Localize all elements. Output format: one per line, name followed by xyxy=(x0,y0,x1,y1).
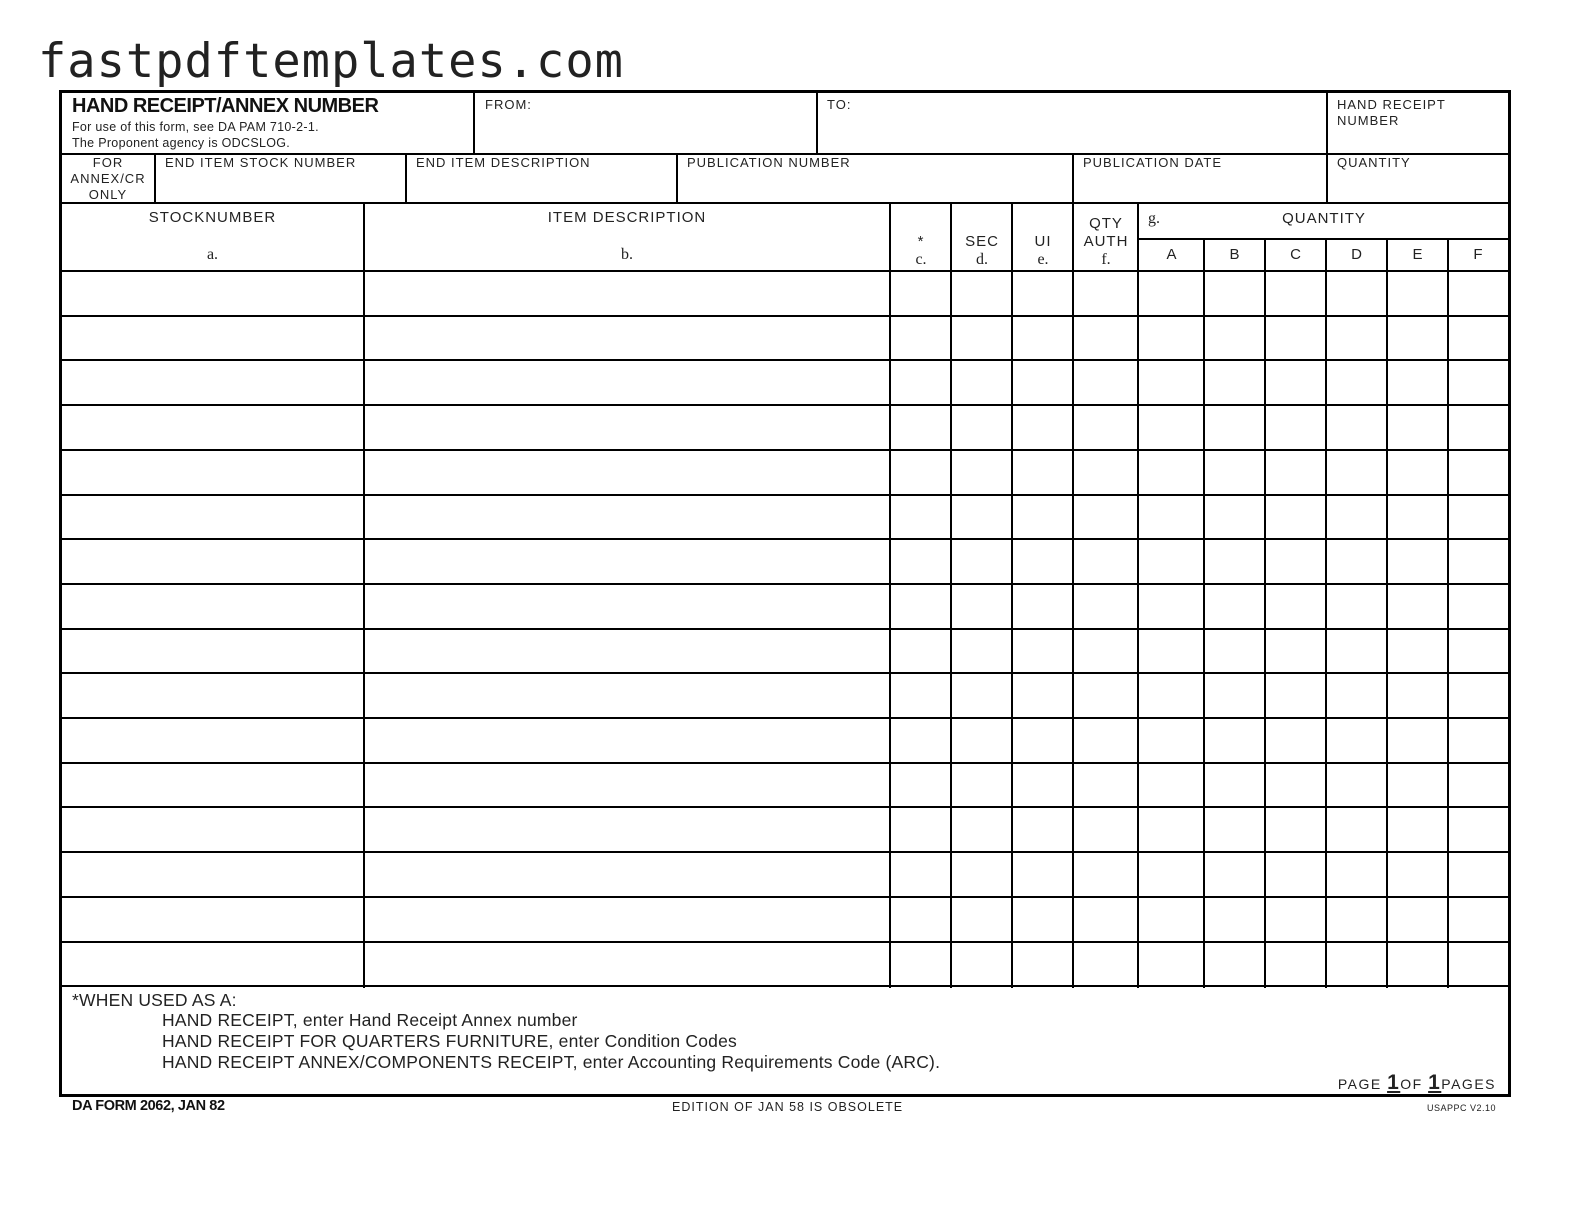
cell-qty-auth[interactable] xyxy=(1074,764,1137,807)
cell-qty-e[interactable] xyxy=(1388,674,1447,717)
cell-qty-auth[interactable] xyxy=(1074,451,1137,494)
cell-qty-d[interactable] xyxy=(1327,943,1386,986)
cell-qty-auth[interactable] xyxy=(1074,272,1137,315)
publication-date-field[interactable] xyxy=(1074,155,1326,203)
cell-qty-f[interactable] xyxy=(1449,943,1508,986)
cell-qty-auth[interactable] xyxy=(1074,943,1137,986)
col-qty-auth-letter: f. xyxy=(1101,251,1111,268)
cell-qty-c[interactable] xyxy=(1266,719,1325,762)
cell-qty-c[interactable] xyxy=(1266,317,1325,360)
cell-stock-number[interactable] xyxy=(62,272,363,315)
cell-qty-auth[interactable] xyxy=(1074,540,1137,583)
cell-qty-auth[interactable] xyxy=(1074,317,1137,360)
cell-qty-c[interactable] xyxy=(1266,898,1325,941)
cell-qty-d[interactable] xyxy=(1327,361,1386,404)
cell-qty-c[interactable] xyxy=(1266,540,1325,583)
cell-qty-a[interactable] xyxy=(1139,496,1203,539)
cell-item-description[interactable] xyxy=(365,272,889,315)
cell-qty-c[interactable] xyxy=(1266,674,1325,717)
cell-qty-e[interactable] xyxy=(1388,719,1447,762)
table-row xyxy=(62,808,1508,851)
cell-sec[interactable] xyxy=(952,719,1011,762)
hand-receipt-number-field[interactable] xyxy=(1328,93,1508,153)
cell-sec[interactable] xyxy=(952,272,1011,315)
page-label: PAGE xyxy=(1337,1076,1382,1092)
table-row xyxy=(62,406,1508,449)
cell-qty-c[interactable] xyxy=(1266,808,1325,851)
page-indicator xyxy=(1338,1071,1496,1095)
cell-qty-a[interactable] xyxy=(1139,764,1203,807)
cell-qty-auth[interactable] xyxy=(1074,898,1137,941)
cell-qty-c[interactable] xyxy=(1266,630,1325,673)
notes-line-hand-receipt: HAND RECEIPT, enter Hand Receipt Annex number xyxy=(162,1010,578,1030)
cell-qty-f[interactable] xyxy=(1449,764,1508,807)
cell-ui[interactable] xyxy=(1013,585,1072,628)
cell-stock-number[interactable] xyxy=(62,585,363,628)
cell-qty-a[interactable] xyxy=(1139,361,1203,404)
cell-item-description[interactable] xyxy=(365,406,889,449)
cell-qty-f[interactable] xyxy=(1449,585,1508,628)
table-row xyxy=(62,317,1508,360)
table-row xyxy=(62,361,1508,404)
cell-item-description[interactable] xyxy=(365,361,889,404)
cell-star[interactable] xyxy=(891,719,950,762)
cell-qty-d[interactable] xyxy=(1327,808,1386,851)
col-quantity-d: D xyxy=(1351,246,1363,263)
col-quantity-c: C xyxy=(1290,246,1302,263)
col-sec-letter: d. xyxy=(976,251,988,268)
quantity-field[interactable] xyxy=(1328,155,1508,203)
cell-qty-auth[interactable] xyxy=(1074,853,1137,896)
cell-sec[interactable] xyxy=(952,361,1011,404)
cell-qty-c[interactable] xyxy=(1266,853,1325,896)
col-stock-number: STOCKNUMBER xyxy=(148,209,277,226)
cell-qty-d[interactable] xyxy=(1327,451,1386,494)
cell-star[interactable] xyxy=(891,406,950,449)
cell-stock-number[interactable] xyxy=(62,764,363,807)
cell-qty-b[interactable] xyxy=(1205,317,1264,360)
col-quantity-a: A xyxy=(1166,246,1178,263)
cell-qty-auth[interactable] xyxy=(1074,406,1137,449)
col-ui: UI xyxy=(1034,233,1052,250)
cell-qty-c[interactable] xyxy=(1266,943,1325,986)
cell-qty-a[interactable] xyxy=(1139,406,1203,449)
cell-qty-e[interactable] xyxy=(1388,317,1447,360)
cell-stock-number[interactable] xyxy=(62,719,363,762)
quantity-label: QUANTITY xyxy=(1337,155,1411,170)
cell-qty-b[interactable] xyxy=(1205,406,1264,449)
cell-qty-d[interactable] xyxy=(1327,674,1386,717)
cell-qty-e[interactable] xyxy=(1388,764,1447,807)
pages-label: PAGES xyxy=(1441,1076,1496,1092)
table-row xyxy=(62,451,1508,494)
cell-qty-d[interactable] xyxy=(1327,853,1386,896)
cell-qty-c[interactable] xyxy=(1266,406,1325,449)
notes-heading: *WHEN USED AS A: xyxy=(72,990,237,1010)
cell-item-description[interactable] xyxy=(365,496,889,539)
cell-qty-a[interactable] xyxy=(1139,719,1203,762)
cell-ui[interactable] xyxy=(1013,630,1072,673)
cell-qty-f[interactable] xyxy=(1449,853,1508,896)
cell-stock-number[interactable] xyxy=(62,808,363,851)
col-ui-letter: e. xyxy=(1037,251,1049,268)
cell-sec[interactable] xyxy=(952,898,1011,941)
cell-ui[interactable] xyxy=(1013,540,1072,583)
edition-note: EDITION OF JAN 58 IS OBSOLETE xyxy=(672,1100,904,1114)
col-item-description: ITEM DESCRIPTION xyxy=(547,209,707,226)
cell-qty-d[interactable] xyxy=(1327,317,1386,360)
end-item-stock-number-label: END ITEM STOCK NUMBER xyxy=(165,155,357,170)
cell-sec[interactable] xyxy=(952,674,1011,717)
cell-qty-f[interactable] xyxy=(1449,361,1508,404)
cell-star[interactable] xyxy=(891,630,950,673)
end-item-stock-number-field[interactable] xyxy=(156,155,405,203)
hand-receipt-number-label: HAND RECEIPT NUMBER xyxy=(1337,97,1446,128)
cell-qty-c[interactable] xyxy=(1266,451,1325,494)
cell-qty-c[interactable] xyxy=(1266,496,1325,539)
cell-item-description[interactable] xyxy=(365,853,889,896)
cell-ui[interactable] xyxy=(1013,943,1072,986)
cell-qty-a[interactable] xyxy=(1139,808,1203,851)
title-block xyxy=(62,93,474,153)
col-quantity-f: F xyxy=(1473,246,1484,263)
table-row xyxy=(62,496,1508,539)
watermark-text: fastpdftemplates.com xyxy=(38,34,624,89)
cell-sec[interactable] xyxy=(952,540,1011,583)
cell-star[interactable] xyxy=(891,943,950,986)
cell-qty-auth[interactable] xyxy=(1074,719,1137,762)
cell-sec[interactable] xyxy=(952,808,1011,851)
table-row xyxy=(62,764,1508,807)
cell-ui[interactable] xyxy=(1013,808,1072,851)
cell-qty-f[interactable] xyxy=(1449,719,1508,762)
cell-qty-f[interactable] xyxy=(1449,317,1508,360)
cell-qty-b[interactable] xyxy=(1205,853,1264,896)
cell-stock-number[interactable] xyxy=(62,496,363,539)
cell-stock-number[interactable] xyxy=(62,898,363,941)
cell-qty-a[interactable] xyxy=(1139,585,1203,628)
cell-star[interactable] xyxy=(891,272,950,315)
cell-stock-number[interactable] xyxy=(62,674,363,717)
table-row xyxy=(62,630,1508,673)
cell-qty-e[interactable] xyxy=(1388,540,1447,583)
cell-sec[interactable] xyxy=(952,585,1011,628)
cell-ui[interactable] xyxy=(1013,361,1072,404)
cell-item-description[interactable] xyxy=(365,451,889,494)
cell-qty-f[interactable] xyxy=(1449,540,1508,583)
cell-qty-auth[interactable] xyxy=(1074,630,1137,673)
cell-qty-a[interactable] xyxy=(1139,540,1203,583)
cell-qty-auth[interactable] xyxy=(1074,585,1137,628)
col-stock-number-letter: a. xyxy=(206,246,219,263)
col-star-letter: c. xyxy=(915,251,927,268)
cell-star[interactable] xyxy=(891,585,950,628)
cell-qty-auth[interactable] xyxy=(1074,674,1137,717)
cell-qty-d[interactable] xyxy=(1327,540,1386,583)
cell-qty-c[interactable] xyxy=(1266,585,1325,628)
cell-star[interactable] xyxy=(891,540,950,583)
cell-ui[interactable] xyxy=(1013,272,1072,315)
cell-stock-number[interactable] xyxy=(62,451,363,494)
to-field[interactable] xyxy=(818,93,1326,153)
cell-qty-f[interactable] xyxy=(1449,451,1508,494)
cell-qty-d[interactable] xyxy=(1327,898,1386,941)
col-quantity: QUANTITY xyxy=(1282,210,1366,227)
to-label: TO: xyxy=(827,97,852,112)
total-pages[interactable]: 1 xyxy=(1428,1071,1442,1094)
cell-qty-d[interactable] xyxy=(1327,630,1386,673)
from-label: FROM: xyxy=(485,97,532,112)
cell-qty-auth[interactable] xyxy=(1074,496,1137,539)
table-row xyxy=(62,853,1508,896)
cell-sec[interactable] xyxy=(952,853,1011,896)
table-row xyxy=(62,943,1508,986)
cell-qty-e[interactable] xyxy=(1388,451,1447,494)
page-number[interactable]: 1 xyxy=(1387,1071,1401,1094)
publication-number-field[interactable] xyxy=(678,155,1072,203)
cell-item-description[interactable] xyxy=(365,764,889,807)
cell-item-description[interactable] xyxy=(365,808,889,851)
cell-qty-e[interactable] xyxy=(1388,406,1447,449)
table-row xyxy=(62,585,1508,628)
cell-item-description[interactable] xyxy=(365,540,889,583)
table-row xyxy=(62,719,1508,762)
cell-stock-number[interactable] xyxy=(62,630,363,673)
cell-qty-a[interactable] xyxy=(1139,451,1203,494)
cell-qty-f[interactable] xyxy=(1449,808,1508,851)
cell-qty-b[interactable] xyxy=(1205,585,1264,628)
version-note: USAPPC V2.10 xyxy=(1427,1103,1497,1113)
cell-sec[interactable] xyxy=(952,764,1011,807)
cell-ui[interactable] xyxy=(1013,451,1072,494)
cell-qty-a[interactable] xyxy=(1139,898,1203,941)
col-item-description-letter: b. xyxy=(621,246,633,263)
cell-qty-b[interactable] xyxy=(1205,808,1264,851)
cell-qty-e[interactable] xyxy=(1388,808,1447,851)
cell-item-description[interactable] xyxy=(365,585,889,628)
cell-stock-number[interactable] xyxy=(62,943,363,986)
form-subtitle-usage: For use of this form, see DA PAM 710-2-1. xyxy=(72,120,319,134)
hand-receipt-form xyxy=(59,90,1511,1097)
cell-qty-f[interactable] xyxy=(1449,406,1508,449)
cell-stock-number[interactable] xyxy=(62,317,363,360)
cell-qty-b[interactable] xyxy=(1205,943,1264,986)
cell-qty-f[interactable] xyxy=(1449,674,1508,717)
from-field[interactable] xyxy=(475,93,816,153)
form-subtitle-proponent: The Proponent agency is ODCSLOG. xyxy=(72,136,291,150)
cell-qty-a[interactable] xyxy=(1139,674,1203,717)
cell-sec[interactable] xyxy=(952,496,1011,539)
cell-qty-a[interactable] xyxy=(1139,943,1203,986)
cell-sec[interactable] xyxy=(952,406,1011,449)
cell-star[interactable] xyxy=(891,853,950,896)
cell-qty-e[interactable] xyxy=(1388,630,1447,673)
cell-qty-b[interactable] xyxy=(1205,898,1264,941)
end-item-description-field[interactable] xyxy=(407,155,675,203)
cell-qty-a[interactable] xyxy=(1139,272,1203,315)
cell-qty-e[interactable] xyxy=(1388,853,1447,896)
cell-qty-f[interactable] xyxy=(1449,630,1508,673)
cell-sec[interactable] xyxy=(952,317,1011,360)
cell-qty-d[interactable] xyxy=(1327,496,1386,539)
cell-ui[interactable] xyxy=(1013,317,1072,360)
cell-item-description[interactable] xyxy=(365,719,889,762)
cell-qty-b[interactable] xyxy=(1205,540,1264,583)
cell-star[interactable] xyxy=(891,317,950,360)
cell-qty-e[interactable] xyxy=(1388,361,1447,404)
cell-qty-auth[interactable] xyxy=(1074,361,1137,404)
cell-qty-f[interactable] xyxy=(1449,272,1508,315)
cell-qty-c[interactable] xyxy=(1266,361,1325,404)
cell-item-description[interactable] xyxy=(365,943,889,986)
for-annex-label: FOR ANNEX/CR ONLY xyxy=(70,155,146,202)
cell-ui[interactable] xyxy=(1013,496,1072,539)
cell-qty-b[interactable] xyxy=(1205,451,1264,494)
cell-star[interactable] xyxy=(891,451,950,494)
of-label: OF xyxy=(1400,1076,1423,1092)
col-quantity-e: E xyxy=(1412,246,1424,263)
cell-qty-c[interactable] xyxy=(1266,272,1325,315)
cell-qty-d[interactable] xyxy=(1327,585,1386,628)
cell-qty-b[interactable] xyxy=(1205,764,1264,807)
col-quantity-b: B xyxy=(1229,246,1241,263)
cell-sec[interactable] xyxy=(952,630,1011,673)
col-sec: SEC xyxy=(965,233,999,250)
cell-stock-number[interactable] xyxy=(62,853,363,896)
cell-qty-d[interactable] xyxy=(1327,272,1386,315)
cell-ui[interactable] xyxy=(1013,764,1072,807)
notes-line-components-receipt: HAND RECEIPT ANNEX/COMPONENTS RECEIPT, enter Accounting Requirements Code (ARC). xyxy=(162,1052,941,1072)
cell-sec[interactable] xyxy=(952,943,1011,986)
cell-ui[interactable] xyxy=(1013,674,1072,717)
cell-stock-number[interactable] xyxy=(62,540,363,583)
col-quantity-letter: g. xyxy=(1148,210,1160,227)
cell-item-description[interactable] xyxy=(365,317,889,360)
cell-qty-d[interactable] xyxy=(1327,719,1386,762)
cell-qty-auth[interactable] xyxy=(1074,808,1137,851)
cell-qty-e[interactable] xyxy=(1388,898,1447,941)
cell-ui[interactable] xyxy=(1013,898,1072,941)
table-row xyxy=(62,272,1508,315)
cell-item-description[interactable] xyxy=(365,630,889,673)
cell-qty-d[interactable] xyxy=(1327,406,1386,449)
cell-star[interactable] xyxy=(891,898,950,941)
cell-qty-b[interactable] xyxy=(1205,630,1264,673)
cell-ui[interactable] xyxy=(1013,719,1072,762)
table-row xyxy=(62,540,1508,583)
cell-qty-e[interactable] xyxy=(1388,272,1447,315)
table-row xyxy=(62,898,1508,941)
cell-qty-a[interactable] xyxy=(1139,630,1203,673)
cell-qty-f[interactable] xyxy=(1449,496,1508,539)
cell-star[interactable] xyxy=(891,674,950,717)
cell-ui[interactable] xyxy=(1013,853,1072,896)
cell-star[interactable] xyxy=(891,361,950,404)
cell-star[interactable] xyxy=(891,808,950,851)
publication-number-label: PUBLICATION NUMBER xyxy=(687,155,851,170)
cell-stock-number[interactable] xyxy=(62,406,363,449)
form-title: HAND RECEIPT/ANNEX NUMBER xyxy=(72,95,379,117)
publication-date-label: PUBLICATION DATE xyxy=(1083,155,1223,170)
cell-qty-a[interactable] xyxy=(1139,853,1203,896)
cell-qty-e[interactable] xyxy=(1388,496,1447,539)
cell-qty-d[interactable] xyxy=(1327,764,1386,807)
cell-qty-e[interactable] xyxy=(1388,943,1447,986)
cell-qty-f[interactable] xyxy=(1449,898,1508,941)
cell-sec[interactable] xyxy=(952,451,1011,494)
cell-stock-number[interactable] xyxy=(62,361,363,404)
cell-star[interactable] xyxy=(891,496,950,539)
cell-qty-b[interactable] xyxy=(1205,674,1264,717)
form-id: DA FORM 2062, JAN 82 xyxy=(72,1098,225,1114)
cell-qty-b[interactable] xyxy=(1205,719,1264,762)
cell-qty-b[interactable] xyxy=(1205,272,1264,315)
cell-qty-e[interactable] xyxy=(1388,585,1447,628)
cell-qty-a[interactable] xyxy=(1139,317,1203,360)
col-qty-auth-line2: AUTH xyxy=(1083,233,1129,250)
cell-ui[interactable] xyxy=(1013,406,1072,449)
cell-qty-b[interactable] xyxy=(1205,496,1264,539)
col-star: * xyxy=(917,233,925,250)
cell-item-description[interactable] xyxy=(365,898,889,941)
cell-item-description[interactable] xyxy=(365,674,889,717)
table-row xyxy=(62,674,1508,717)
cell-qty-c[interactable] xyxy=(1266,764,1325,807)
cell-star[interactable] xyxy=(891,764,950,807)
for-annex-block xyxy=(62,155,154,203)
notes-line-quarters-furniture: HAND RECEIPT FOR QUARTERS FURNITURE, enter Condition Codes xyxy=(162,1031,737,1051)
end-item-description-label: END ITEM DESCRIPTION xyxy=(416,155,591,170)
col-qty-auth-line1: QTY xyxy=(1089,215,1123,232)
cell-qty-b[interactable] xyxy=(1205,361,1264,404)
